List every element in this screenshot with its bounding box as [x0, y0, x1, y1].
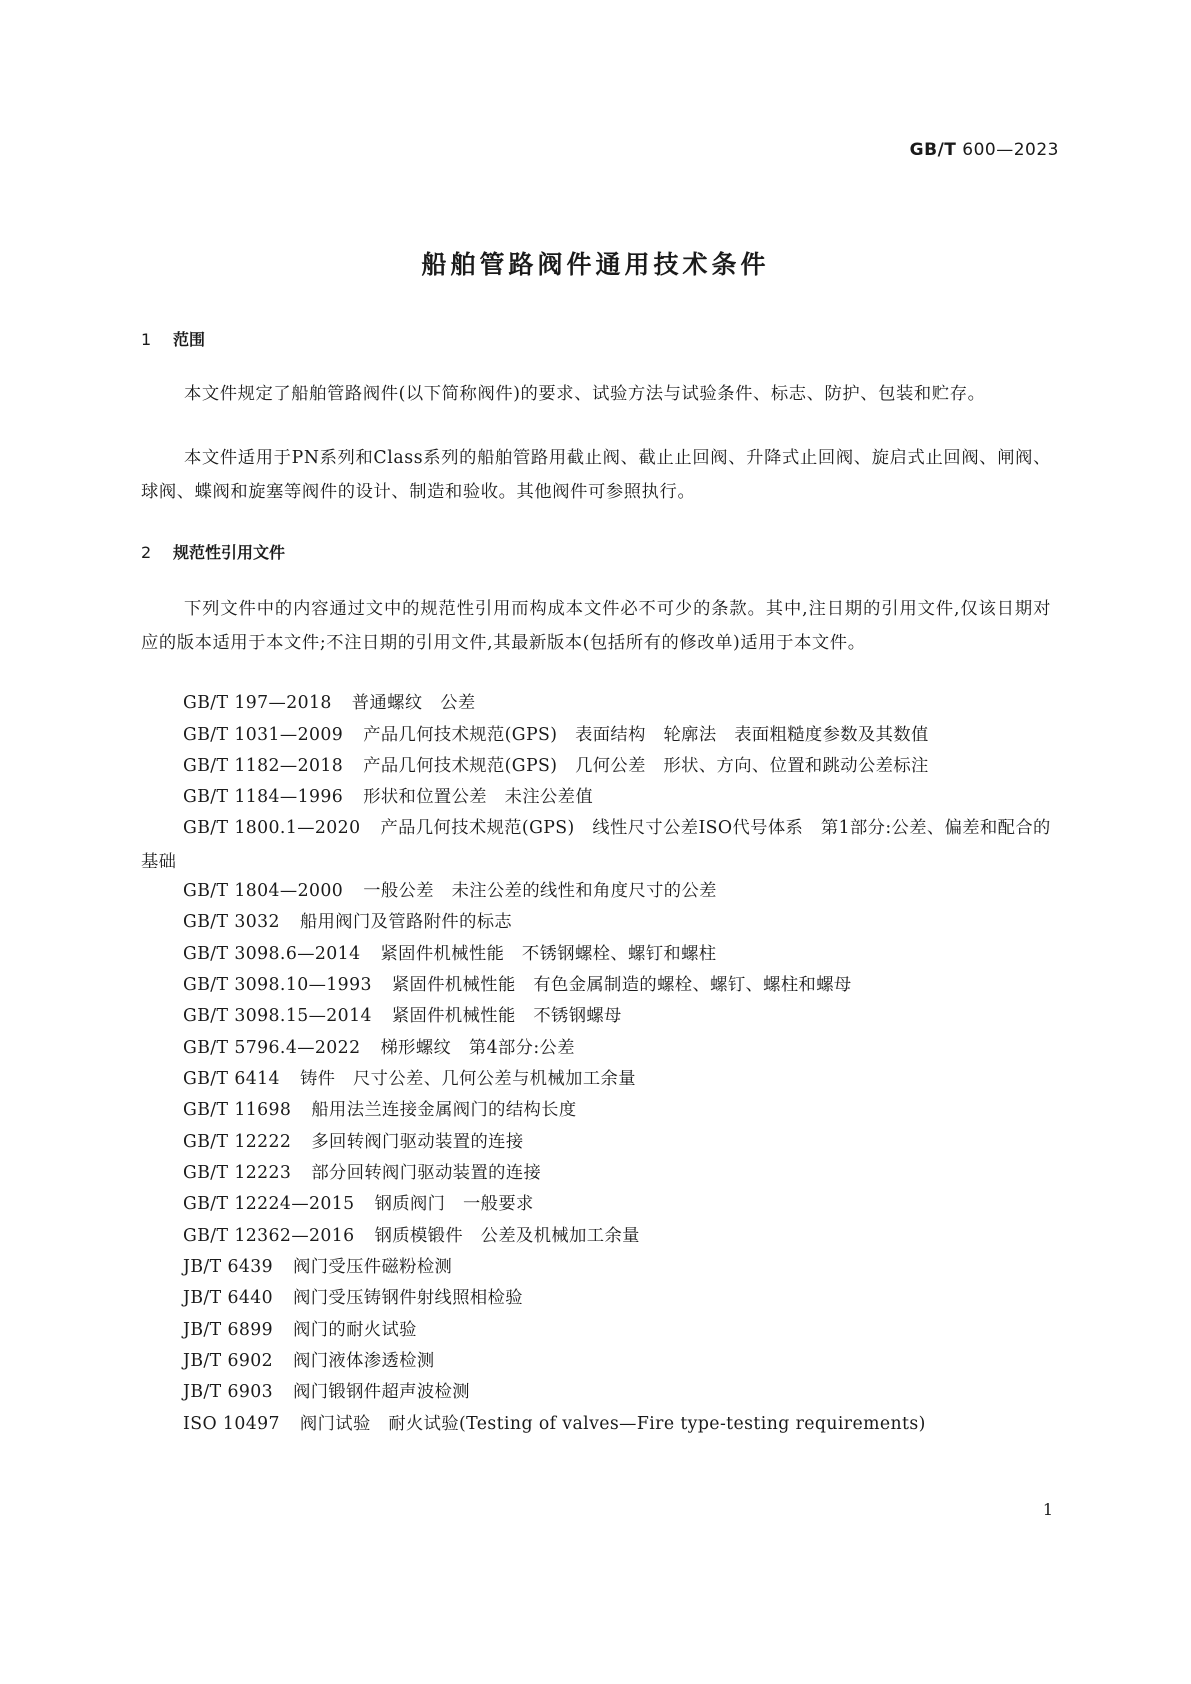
reference-title: 阀门试验 耐火试验(Testing of valves—Fire type-testing requirements) [299, 1414, 926, 1434]
reference-item [183, 874, 1051, 908]
reference-item [183, 718, 1051, 752]
reference-code: GB/T 1184—1996 [183, 787, 344, 807]
reference-code: GB/T 3032 [183, 912, 280, 932]
scope-paragraph-1: 本文件规定了船舶管路阀件(以下简称阀件)的要求、试验方法与试验条件、标志、防护、包装和贮存。 [184, 384, 986, 404]
reference-title: 部分回转阀门驱动装置的连接 [311, 1163, 542, 1183]
reference-code: GB/T 12223 [183, 1163, 292, 1183]
reference-item [183, 968, 1051, 1002]
reference-title: 紧固件机械性能 有色金属制造的螺栓、螺钉、螺柱和螺母 [391, 975, 852, 995]
reference-item [183, 1407, 1051, 1441]
reference-title: 阀门液体渗透检测 [293, 1351, 435, 1371]
reference-item [183, 780, 1051, 814]
reference-item [141, 811, 1051, 879]
reference-item [183, 1219, 1051, 1253]
reference-item [183, 1187, 1051, 1221]
reference-item [183, 1093, 1051, 1127]
reference-code: GB/T 1182—2018 [183, 756, 344, 776]
section-heading-normative-references [141, 540, 285, 563]
reference-item [183, 1156, 1051, 1190]
reference-title: 形状和位置公差 未注公差值 [363, 787, 594, 807]
reference-item [183, 1281, 1051, 1315]
reference-item [183, 937, 1051, 971]
reference-item [183, 1375, 1051, 1409]
reference-code: JB/T 6440 [183, 1288, 274, 1308]
reference-title: 船用法兰连接金属阀门的结构长度 [311, 1100, 577, 1120]
reference-item [183, 905, 1051, 939]
scope-paragraph-2: 本文件适用于PN系列和Class系列的船舶管路用截止阀、截止止回阀、升降式止回阀、旋启式止回阀、闸阀、球阀、蝶阀和旋塞等阀件的设计、制造和验收。其他阀件可参照执行。 [141, 448, 1051, 502]
reference-code: GB/T 12224—2015 [183, 1194, 355, 1214]
standard-code-prefix: GB/T [909, 140, 957, 160]
reference-code: JB/T 6439 [183, 1257, 274, 1277]
reference-code: JB/T 6902 [183, 1351, 274, 1371]
reference-title: 紧固件机械性能 不锈钢螺栓、螺钉和螺柱 [380, 944, 717, 964]
reference-title: 紧固件机械性能 不锈钢螺母 [391, 1006, 622, 1026]
reference-title: 阀门受压铸钢件射线照相检验 [293, 1288, 523, 1308]
section-heading-scope [141, 327, 205, 350]
reference-title: 产品几何技术规范(GPS) 几何公差 形状、方向、位置和跳动公差标注 [363, 756, 929, 776]
reference-code: GB/T 5796.4—2022 [183, 1038, 361, 1058]
reference-code: GB/T 197—2018 [183, 693, 332, 713]
reference-title: 铸件 尺寸公差、几何公差与机械加工余量 [299, 1069, 636, 1089]
reference-title: 普通螺纹 公差 [351, 693, 476, 713]
reference-code: GB/T 12222 [183, 1132, 292, 1152]
reference-code: GB/T 6414 [183, 1069, 280, 1089]
reference-title: 产品几何技术规范(GPS) 线性尺寸公差ISO代号体系 第1部分:公差、偏差和配合的基础 [141, 818, 1051, 872]
references-intro-paragraph: 下列文件中的内容通过文中的规范性引用而构成本文件必不可少的条款。其中,注日期的引用文件,仅该日期对应的版本适用于本文件;不注日期的引用文件,其最新版本(包括所有的修改单)适用于本文件。 [141, 599, 1051, 653]
standard-code-number: 600—2023 [956, 140, 1059, 160]
reference-title: 梯形螺纹 第4部分:公差 [380, 1038, 575, 1058]
reference-code: GB/T 3098.15—2014 [183, 1006, 372, 1026]
reference-code: GB/T 12362—2016 [183, 1226, 355, 1246]
reference-code: GB/T 3098.10—1993 [183, 975, 372, 995]
reference-title: 钢质阀门 一般要求 [374, 1194, 534, 1214]
reference-item [183, 1125, 1051, 1159]
reference-item [183, 1313, 1051, 1347]
reference-title: 船用阀门及管路附件的标志 [299, 912, 513, 932]
page-number: 1 [1042, 1500, 1053, 1519]
reference-title: 阀门锻钢件超声波检测 [293, 1382, 470, 1402]
reference-item [183, 999, 1051, 1033]
section-title: 规范性引用文件 [173, 543, 286, 562]
reference-item [183, 1250, 1051, 1284]
section-number: 1 [141, 330, 152, 349]
reference-code: GB/T 11698 [183, 1100, 292, 1120]
reference-item [183, 749, 1051, 783]
reference-item [183, 1344, 1051, 1378]
reference-item [183, 1062, 1051, 1096]
reference-code: GB/T 1031—2009 [183, 725, 344, 745]
reference-code: GB/T 3098.6—2014 [183, 944, 361, 964]
reference-code: ISO 10497 [183, 1414, 280, 1434]
reference-title: 阀门受压件磁粉检测 [293, 1257, 453, 1277]
reference-code: JB/T 6903 [183, 1382, 274, 1402]
reference-item [183, 1031, 1051, 1065]
reference-title: 多回转阀门驱动装置的连接 [311, 1132, 524, 1152]
section-title: 范围 [173, 330, 206, 349]
reference-code: GB/T 1804—2000 [183, 881, 344, 901]
reference-item [183, 686, 1051, 720]
reference-title: 一般公差 未注公差的线性和角度尺寸的公差 [363, 881, 717, 901]
reference-title: 产品几何技术规范(GPS) 表面结构 轮廓法 表面粗糙度参数及其数值 [363, 725, 929, 745]
reference-code: GB/T 1800.1—2020 [183, 818, 361, 838]
section-number: 2 [141, 543, 152, 562]
reference-title: 阀门的耐火试验 [293, 1320, 417, 1340]
standard-code [910, 140, 1059, 160]
reference-title: 钢质模锻件 公差及机械加工余量 [374, 1226, 640, 1246]
document-title: 船舶管路阀件通用技术条件 [421, 250, 770, 279]
reference-code: JB/T 6899 [183, 1320, 274, 1340]
